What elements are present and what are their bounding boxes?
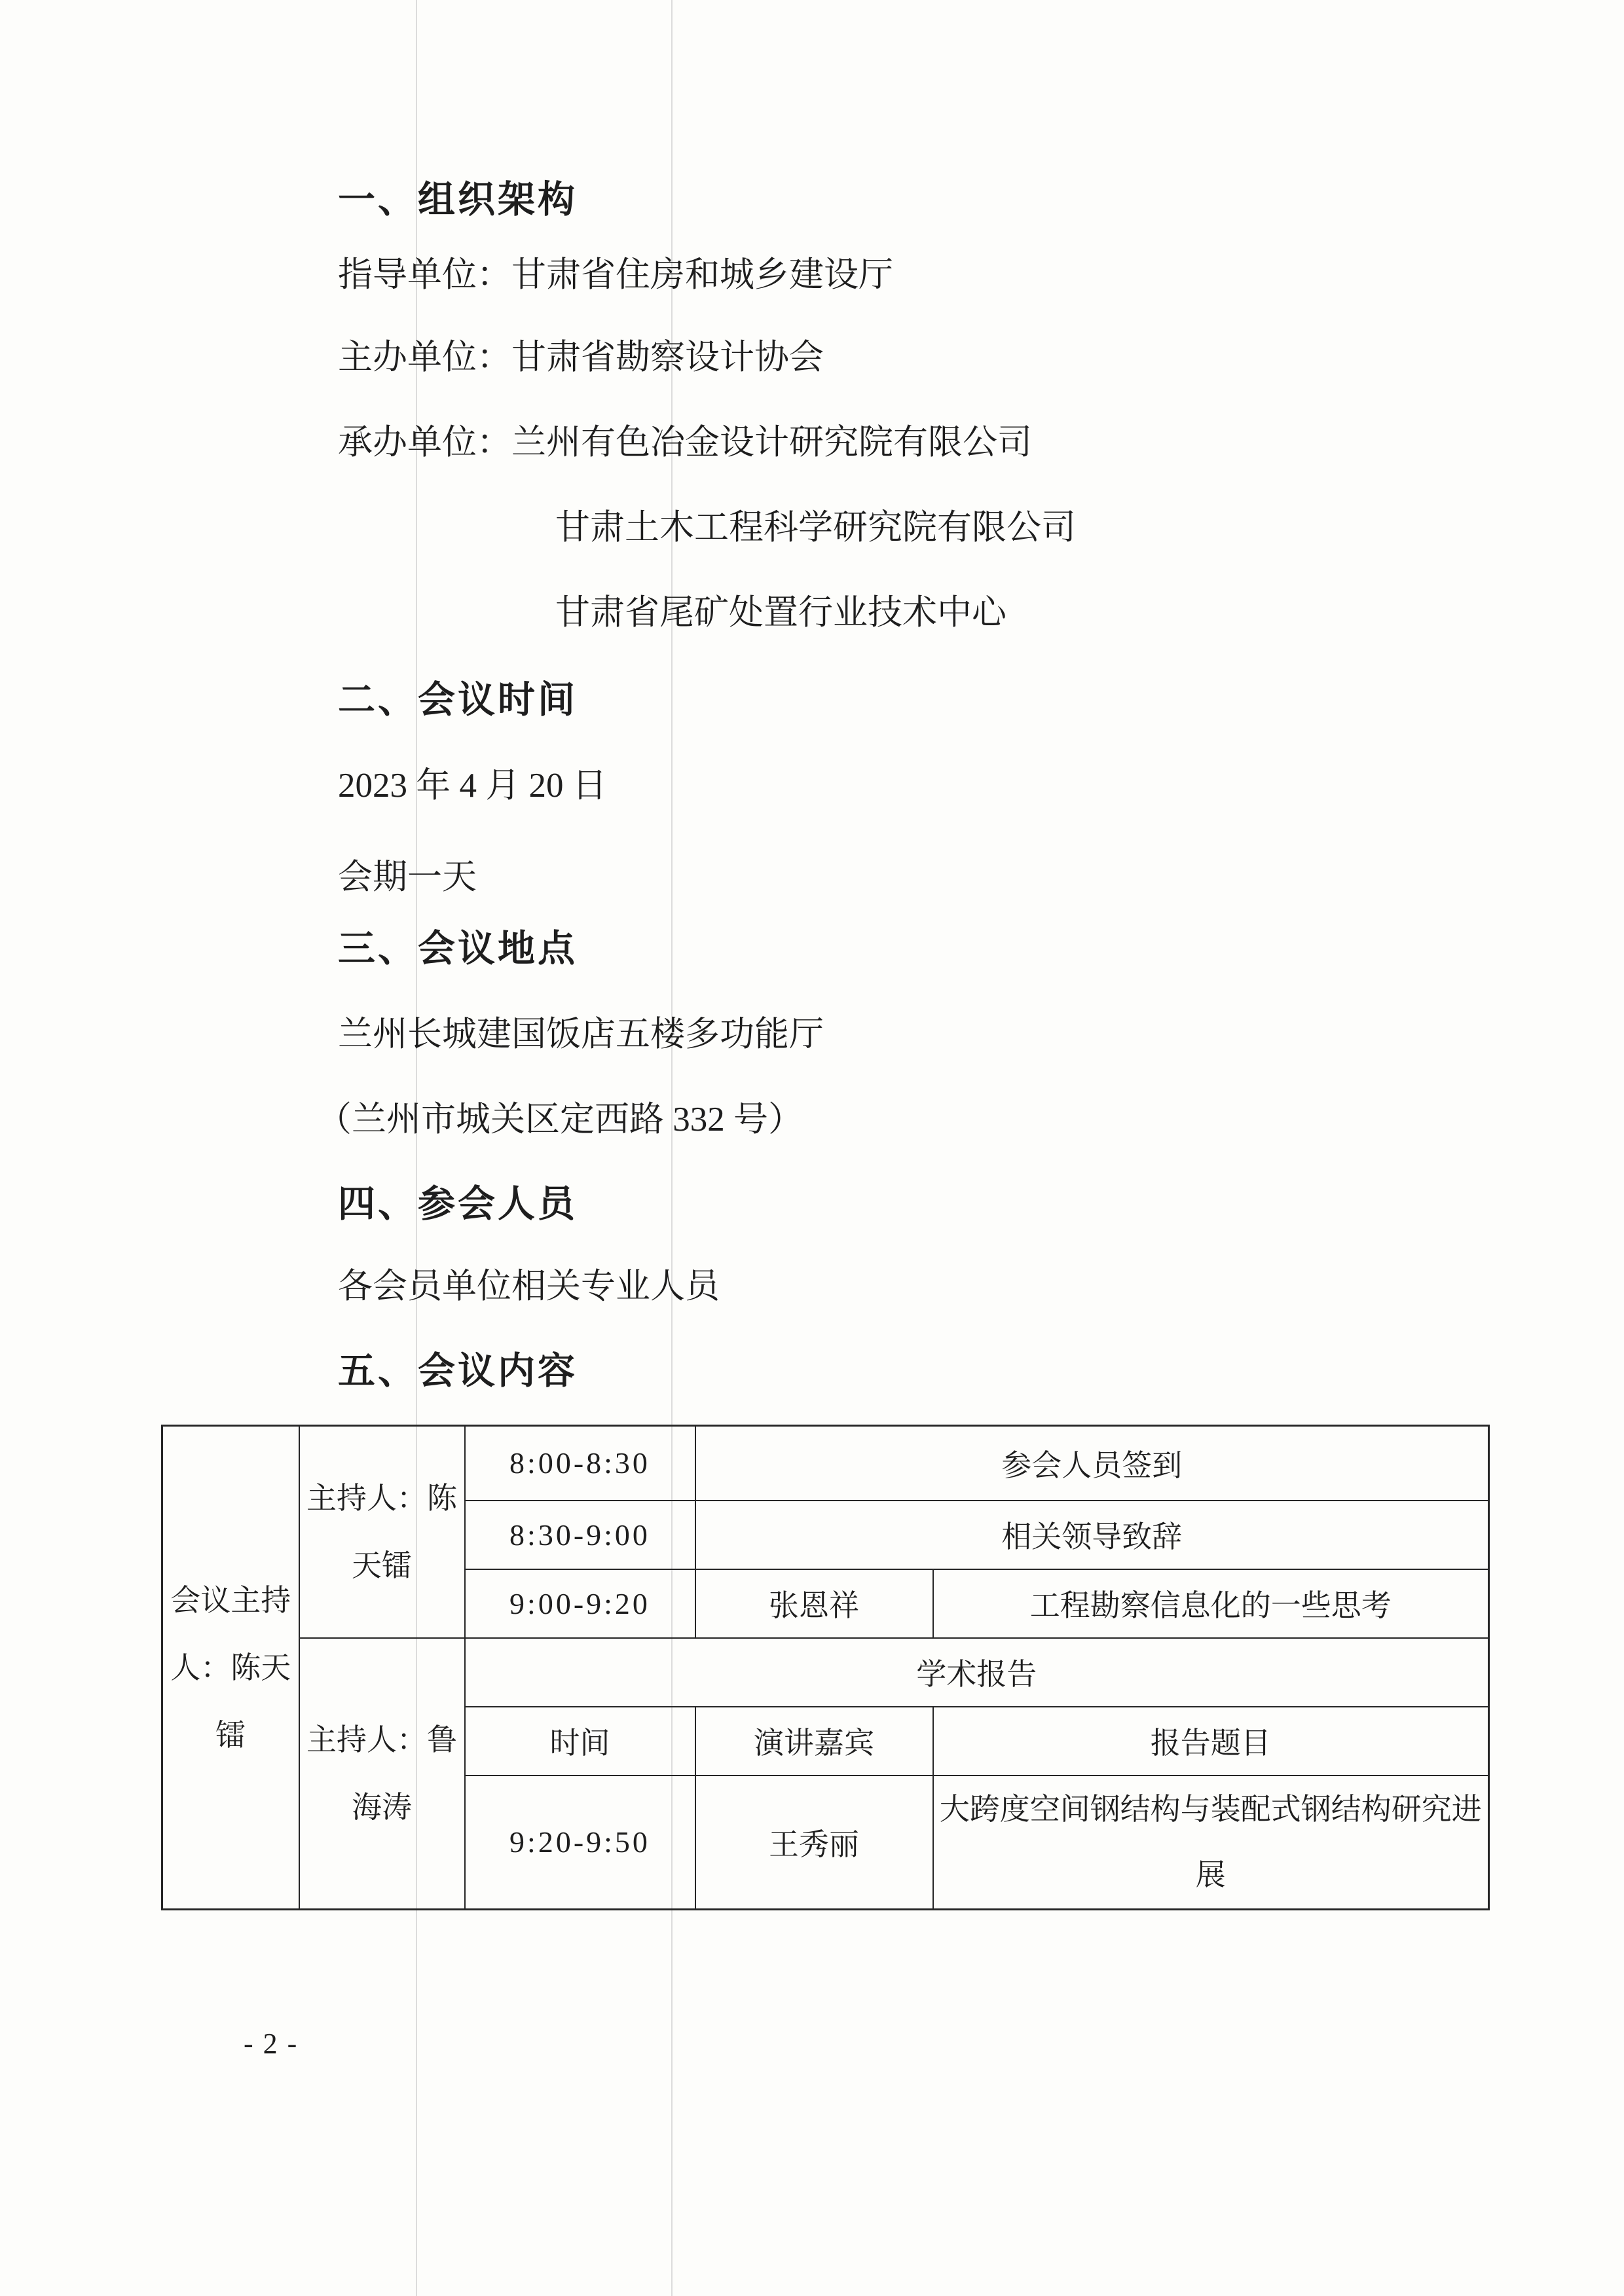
line-host-unit: 主办单位：甘肃省勘察设计协会 <box>338 338 824 376</box>
section-heading-participants: 四、参会人员 <box>338 1184 578 1225</box>
section-heading-content: 五、会议内容 <box>338 1351 578 1392</box>
page-number: - 2 - <box>244 2028 299 2060</box>
column-header-time: 时间 <box>465 1707 695 1776</box>
section-heading-time: 二、会议时间 <box>338 680 578 721</box>
line-meeting-duration: 会期一天 <box>338 858 477 896</box>
line-organizer-unit-2: 甘肃土木工程科学研究院有限公司 <box>555 509 1076 547</box>
cell-agenda1-time: 8:00-8:30 <box>465 1426 695 1501</box>
cell-agenda1-item: 参会人员签到 <box>695 1426 1489 1501</box>
column-header-speaker: 演讲嘉宾 <box>695 1707 933 1776</box>
cell-agenda3-topic: 工程勘察信息化的一些思考 <box>933 1569 1489 1638</box>
cell-talk1-time: 9:20-9:50 <box>465 1776 695 1910</box>
cell-academic-header: 学术报告 <box>465 1638 1489 1707</box>
line-venue: 兰州长城建国饭店五楼多功能厅 <box>338 1015 824 1053</box>
table-row <box>162 1638 1489 1707</box>
section-heading-place: 三、会议地点 <box>338 928 578 970</box>
schedule-table <box>161 1425 1490 1910</box>
cell-agenda3-speaker: 张恩祥 <box>695 1569 933 1638</box>
line-organizer-unit-3: 甘肃省尾矿处置行业技术中心 <box>555 594 1006 632</box>
line-venue-address: （兰州市城关区定西路 332 号） <box>317 1101 803 1139</box>
cell-agenda2-time: 8:30-9:00 <box>465 1501 695 1569</box>
cell-agenda2-item: 相关领导致辞 <box>695 1501 1489 1569</box>
section-heading-organization: 一、组织架构 <box>338 179 578 221</box>
line-participants: 各会员单位相关专业人员 <box>338 1267 720 1305</box>
table-row <box>162 1426 1489 1501</box>
cell-overall-moderator: 会议主持人：陈天镭 <box>162 1426 299 1910</box>
cell-session2-host: 主持人：鲁海涛 <box>299 1638 465 1910</box>
column-header-topic: 报告题目 <box>933 1707 1489 1776</box>
line-organizer-unit-1: 承办单位：兰州有色冶金设计研究院有限公司 <box>338 424 1032 462</box>
line-meeting-date: 2023 年 4 月 20 日 <box>338 767 607 805</box>
cell-talk1-speaker: 王秀丽 <box>695 1776 933 1910</box>
cell-agenda3-time: 9:00-9:20 <box>465 1569 695 1638</box>
line-guide-unit: 指导单位：甘肃省住房和城乡建设厅 <box>338 256 893 294</box>
cell-talk1-topic: 大跨度空间钢结构与装配式钢结构研究进展 <box>933 1776 1489 1910</box>
cell-session1-host: 主持人：陈天镭 <box>299 1426 465 1638</box>
